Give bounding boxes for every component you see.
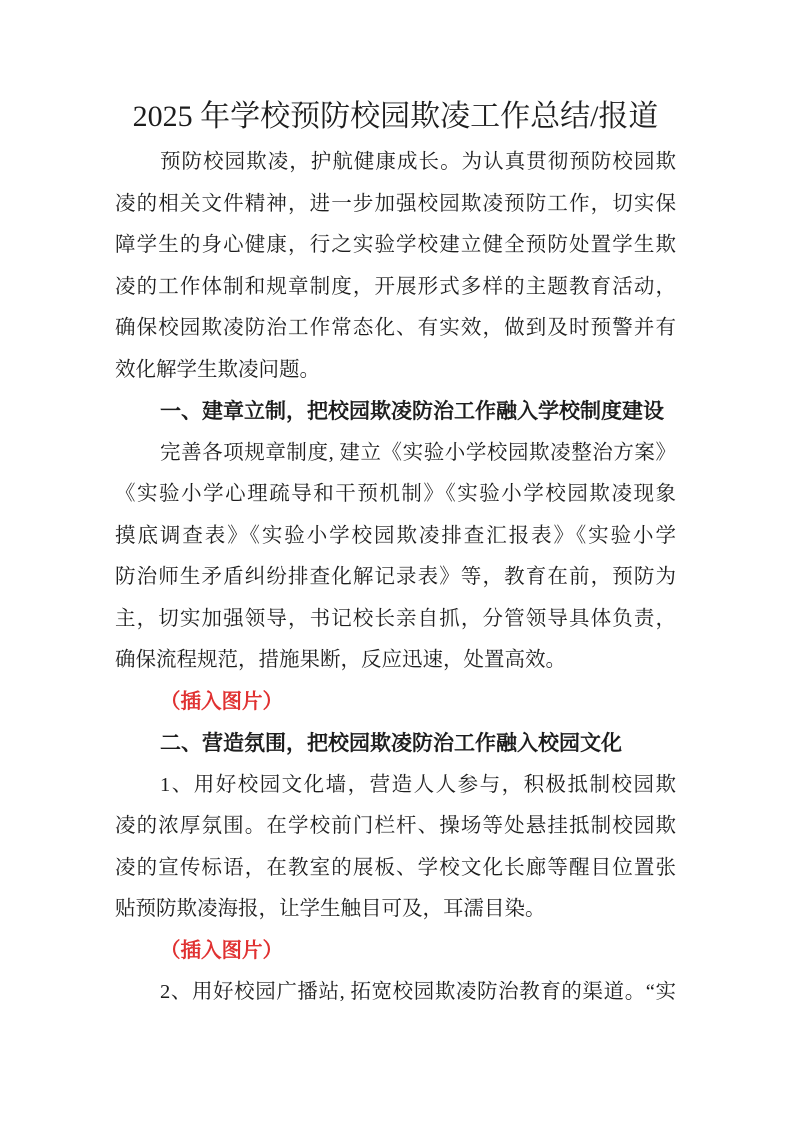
section-heading: [115, 391, 676, 433]
paragraph: [115, 433, 676, 682]
text-line: 贴预防欺凌海报，让学生触目可及，耳濡目染。: [115, 898, 546, 920]
text-line: 完善各项规章制度, 建立《实验小学校园欺凌整治方案》: [160, 441, 676, 464]
paragraph: [115, 972, 676, 1014]
text-line: 确保流程规范，措施果断，反应迅速，处置高效。: [115, 649, 566, 671]
text-line: 防治师生矛盾纠纷排查化解记录表》等，教育在前，预防为: [115, 566, 676, 588]
paragraph: [115, 765, 676, 931]
paragraph: [115, 142, 676, 391]
text-line: 摸底调查表》《实验小学校园欺凌排查汇报表》《实验小学: [115, 524, 676, 547]
text-line: 1、用好校园文化墙，营造人人参与，积极抵制校园欺: [160, 773, 676, 796]
text-line: 2、用好校园广播站, 拓宽校园欺凌防治教育的渠道。“实: [160, 981, 676, 1003]
text-line: 凌的宣传标语，在教室的展板、学校文化长廊等醒目位置张: [115, 856, 676, 879]
section-heading: [115, 723, 676, 765]
text-line: （插入图片）: [160, 690, 283, 713]
text-line: 凌的浓厚氛围。在学校前门栏杆、操场等处悬挂抵制校园欺: [115, 815, 676, 837]
insert-image-note: [115, 931, 676, 973]
text-line: 一、建章立制，把校园欺凌防治工作融入学校制度建设: [160, 399, 664, 423]
document-body: [115, 142, 676, 1014]
text-line: 确保校园欺凌防治工作常态化、有实效，做到及时预警并有: [115, 317, 676, 339]
text-line: （插入图片）: [160, 939, 283, 962]
text-line: 凌的相关文件精神，进一步加强校园欺凌预防工作，切实保: [115, 192, 676, 215]
text-line: 效化解学生欺凌问题。: [115, 358, 320, 381]
text-line: 预防校园欺凌，护航健康成长。为认真贯彻预防校园欺: [160, 151, 676, 173]
document-title: 2025 年学校预防校园欺凌工作总结/报道: [132, 100, 659, 133]
insert-image-note: [115, 682, 676, 724]
text-line: 《实验小学心理疏导和干预机制》《实验小学校园欺凌现象: [115, 483, 676, 505]
text-line: 二、营造氛围，把校园欺凌防治工作融入校园文化: [160, 731, 622, 755]
text-line: 主，切实加强领导，书记校长亲自抓，分管领导具体负责，: [115, 607, 676, 630]
text-line: 凌的工作体制和规章制度，开展形式多样的主题教育活动，: [115, 275, 676, 298]
text-line: 障学生的身心健康，行之实验学校建立健全预防处置学生欺: [115, 234, 676, 256]
